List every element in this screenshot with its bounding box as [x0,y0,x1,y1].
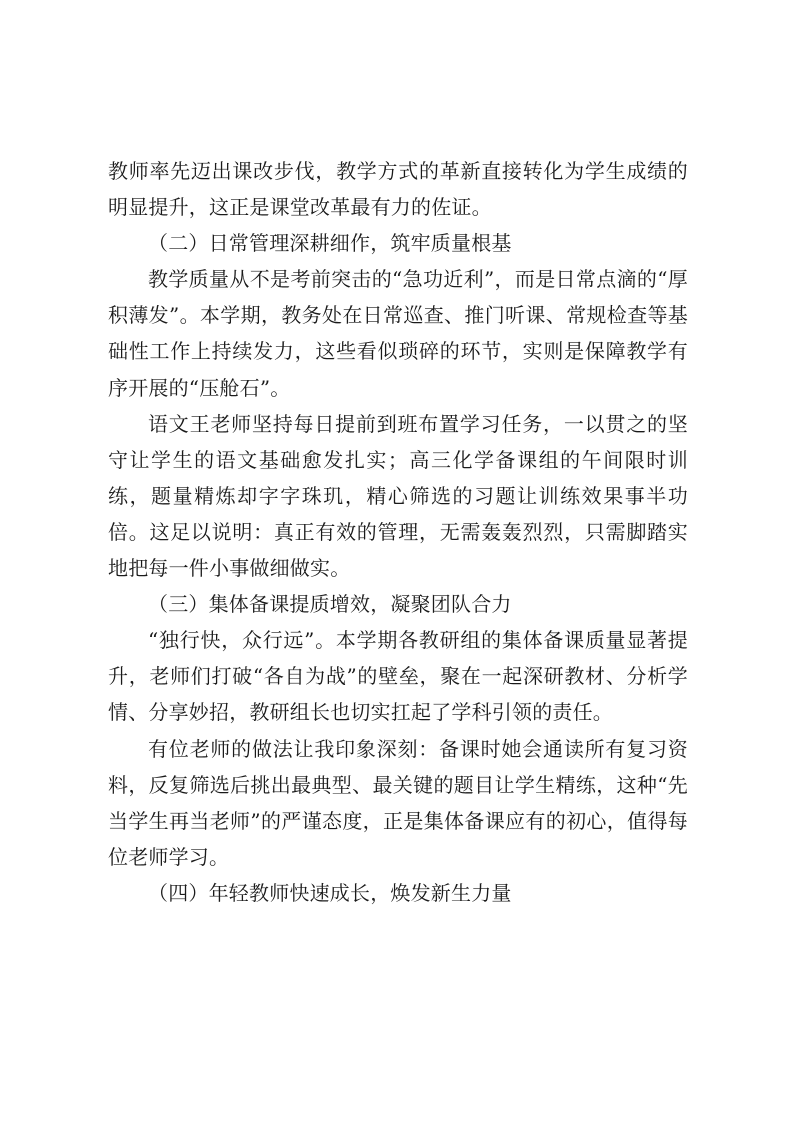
section-heading-collective-lesson-prep: （三）集体备课提质增效，凝聚团队合力 [148,592,512,617]
paragraph-daily-management: 教学质量从不是考前突击的“急功近利”，而是日常点滴的“厚积薄发”。本学期，教务处在日常巡查、推门听课、常规检查等基础性工作上持续发力，这些看似琐碎的环节，实则是保障教学有序开展的“压舱石”。 [108,267,688,400]
paragraph-classroom-reform-conclusion: 教师率先迈出课改步伐，教学方式的革新直接转化为学生成绩的明显提升，这正是课堂改革最有力的佐证。 [108,159,688,220]
paragraph-collective-lesson-prep: “独行快，众行远”。本学期各教研组的集体备课质量显著提升，老师们打破“各自为战”的壁垒，聚在一起深研教材、分析学情、分享妙招，教研组长也切实扛起了学科引领的责任。 [108,628,688,725]
document-body [108,153,688,911]
paragraph-management-examples: 语文王老师坚持每日提前到班布置学习任务，一以贯之的坚守让学生的语文基础愈发扎实；高三化学备课组的午间限时训练，题量精炼却字字珠玑，精心筛选的习题让训练效果事半功倍。这足以说明：真正有效的管理，无需轰轰烈烈，只需脚踏实地把每一件小事做细做实。 [108,411,688,581]
section-heading-young-teachers: （四）年轻教师快速成长，焕发新生力量 [148,880,512,905]
paragraph-teacher-example: 有位老师的做法让我印象深刻：备课时她会通读所有复习资料，反复筛选后挑出最典型、最关键的题目让学生精练，这种“先当学生再当老师”的严谨态度，正是集体备课应有的初心，值得每位老师学习。 [108,736,688,869]
section-heading-daily-management: （二）日常管理深耕细作，筑牢质量根基 [148,231,512,256]
